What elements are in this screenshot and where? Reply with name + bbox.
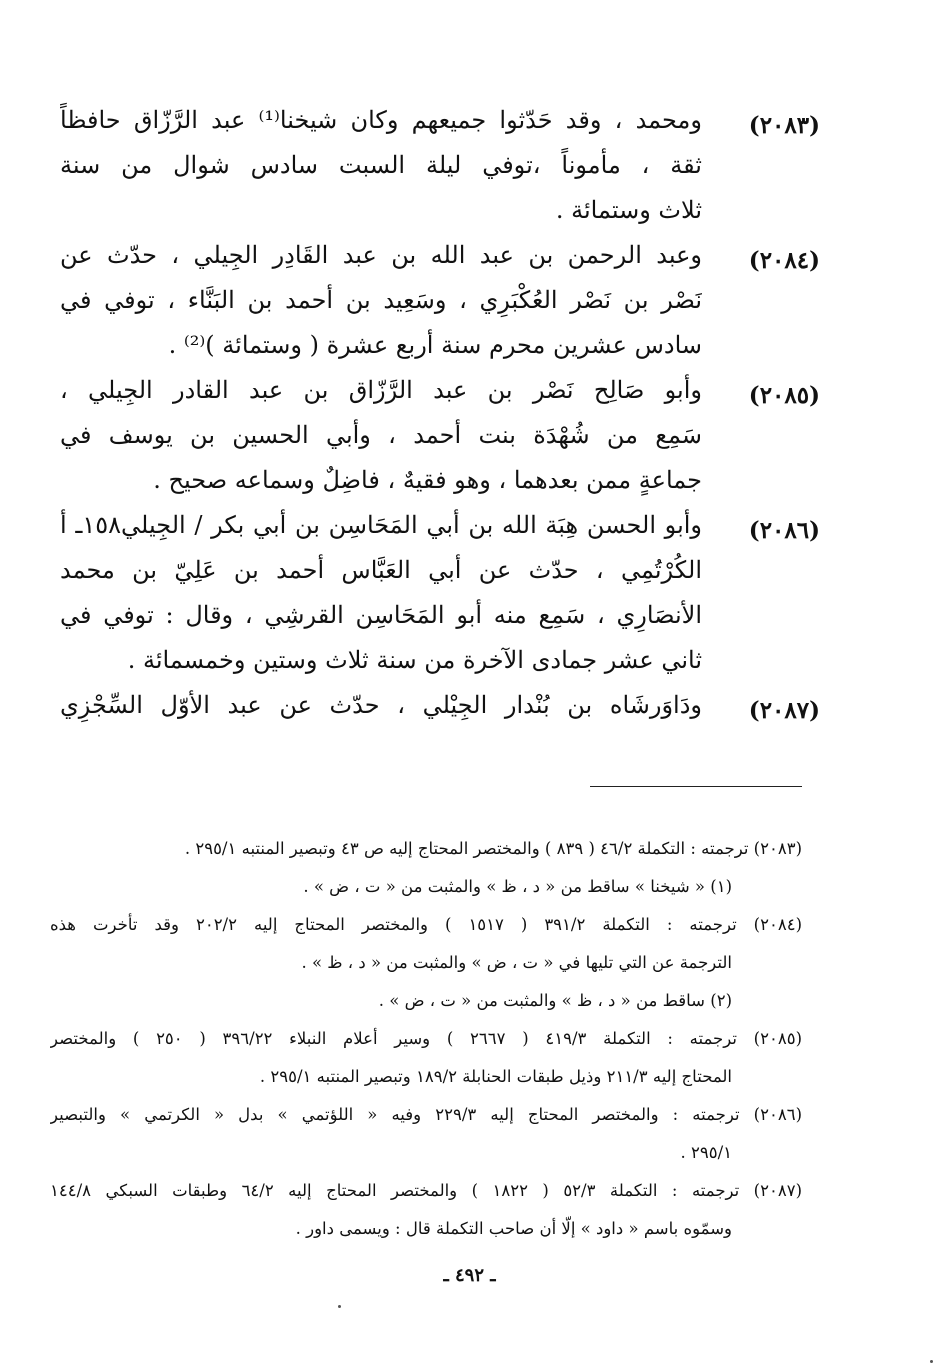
entries-section — [60, 98, 820, 728]
entry-number: (٢٠٨٥) — [748, 382, 820, 409]
entry-line: ثاني عشر جمادى الآخرة من سنة ثلاث وستين وخمسمائة . — [127, 646, 702, 674]
footnote-line: وسمّوه باسم « داود » إلّا أن صاحب التكملة قال : ويسمى داور . — [295, 1219, 732, 1238]
footnote-line: (٢٠٨٧) ترجمته : التكملة ٥٢/٣ ( ١٨٢٢ ) والمختصر المحتاج إليه ٦٤/٢ وطبقات السبكي ١٤٤/٨ — [50, 1181, 802, 1200]
entry-number: (٢٠٨٧) — [748, 697, 820, 724]
footnote-line: (٢٠٨٤) ترجمته : التكملة ٣٩١/٢ ( ١٥١٧ ) والمختصر المحتاج إليه ٢٠٢/٢ وقد تأخرت هذه — [50, 915, 802, 934]
entry — [60, 503, 820, 683]
entry — [60, 683, 820, 728]
scan-speck — [930, 1360, 933, 1363]
entry-line: ثقة ، مأموناً ،توفي ليلة السبت سادس شوال من سنة — [60, 151, 702, 179]
entry-line: جماعةٍ ممن بعدهما ، وهو فقيهٌ ، فاضِلٌ وسماعه صحيح . — [153, 466, 702, 494]
footnote-line: (٢٠٨٥) ترجمته : التكملة ٤١٩/٣ ( ٢٦٦٧ ) وسير أعلام النبلاء ٣٩٦/٢٢ ( ٢٥٠ ) والمختصر — [50, 1029, 802, 1048]
entry-number: (٢٠٨٤) — [748, 247, 820, 274]
entry-line: الكُرْتُمِي ، حدّث عن أبي العَبَّاس أحمد بن عَلِيّ بن محمد — [60, 556, 702, 584]
entry-line: وأبو صَالِح نَصْر بن عبد الرَّزّاق بن عبد القادر الجِيلي ، — [60, 376, 702, 404]
page-number: ـ ٤٩٢ ـ — [443, 1265, 496, 1286]
entry-line: الأنصَارِي ، سَمِع منه أبو المَحَاسِن القرشِي ، وقال : توفي في — [60, 601, 702, 629]
entry-line: سَمِع من شُهْدَة بنت أحمد ، وأبي الحسين بن يوسف في — [60, 421, 702, 449]
entry-number: (٢٠٨٦) — [748, 517, 820, 544]
scan-speck — [338, 1305, 341, 1308]
footnote-line: ٢٩٥/١ . — [680, 1143, 732, 1162]
footnote-line: (٢٠٨٣) ترجمته : التكملة ٤٦/٢ ( ٨٣٩ ) والمختصر المحتاج إليه ص ٤٣ وتبصير المنتبه ٢٩٥/١ . — [184, 839, 802, 858]
footnote-line: (٢) ساقط من « د ، ظ » والمثبت من « ت ، ض » . — [378, 991, 732, 1010]
entry-line: نَصْر بن نَصْر العُكْبَرِي ، وسَعِيد بن أحمد بن البَنَّاء ، توفي في — [60, 286, 702, 314]
entry-line: ثلاث وستمائة . — [555, 196, 702, 224]
footnotes-section — [50, 830, 802, 1248]
entry-number: (٢٠٨٣) — [748, 112, 820, 139]
footnote-line: (١) « شيخنا » ساقط من « د ، ظ » والمثبت من « ت ، ض » . — [303, 877, 732, 896]
footnote-line: المحتاج إليه ٢١١/٣ وذيل طبقات الحنابلة ١٨٩/٢ وتبصير المنتبه ٢٩٥/١ . — [259, 1067, 732, 1086]
footnote-line: الترجمة عن التي تليها في « ت ، ض » والمثبت من « د ، ظ » . — [301, 953, 732, 972]
entry-line: ومحمد ، وقد حَدّثوا جميعهم وكان شيخنا⁽¹⁾ عبد الرَّزّاق حافظاً — [60, 106, 702, 134]
entry — [60, 368, 820, 503]
entry — [60, 233, 820, 368]
footnote-line: (٢٠٨٦) ترجمته : والمختصر المحتاج إليه ٢٢٩/٣ وفيه « اللؤتمي » بدل « الكرتمي » والتبصير — [50, 1105, 802, 1124]
footnote-separator — [590, 786, 802, 787]
entry-line: سادس عشرين محرم سنة أربع عشرة ( وستمائة )⁽²⁾ . — [168, 331, 702, 359]
entry-line: وعبد الرحمن بن عبد الله بن عبد القَادِر الجِيلي ، حدّث عن — [60, 241, 702, 269]
entry-line: ودَاوَرشَاه بن بُنْدار الجِيْلي ، حدّث عن عبد الأوّل السِّجْزِي — [60, 691, 702, 719]
entry-line: وأبو الحسن هِبَة الله بن أبي المَحَاسِن بن أبي بكر / الجِيلي١٥٨ـ أ — [60, 511, 702, 539]
entry — [60, 98, 820, 233]
